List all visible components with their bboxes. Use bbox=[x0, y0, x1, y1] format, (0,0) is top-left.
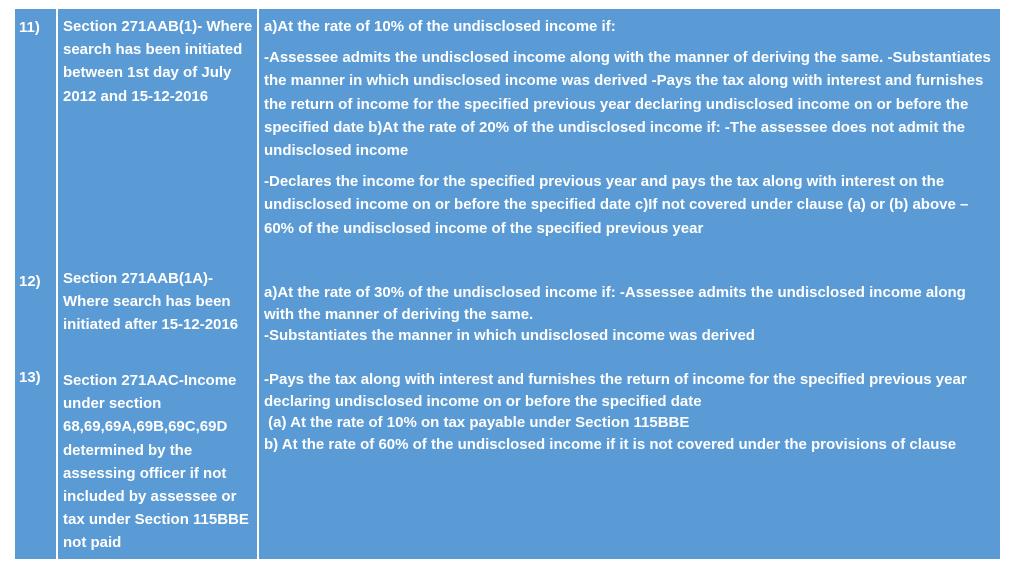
penalty-description bbox=[264, 15, 998, 240]
description-line: -Substantiates the manner in which undisclosed income was derived bbox=[264, 327, 755, 344]
description-line: -Pays the tax along with interest and furnishes the return of income for the specified previous year declaring undisclosed income on or before the specified date bbox=[264, 371, 967, 410]
section-title: Section 271AAC-Income under section 68,69,69A,69B,69C,69D determined by the assessing officer if not included by assessee or tax under Section 115BBE not paid bbox=[63, 372, 249, 552]
penalty-description bbox=[264, 282, 998, 347]
column-divider bbox=[257, 9, 259, 559]
description-line: a)At the rate of 30% of the undisclosed income if: -Assessee admits the undisclosed income along with the manner of deriving the same. bbox=[264, 284, 966, 323]
penalty-description bbox=[264, 369, 998, 455]
description-line: a)At the rate of 10% of the undisclosed income if: bbox=[264, 18, 616, 35]
row-number: 12) bbox=[19, 273, 41, 290]
section-title: Section 271AAB(1)- Where search has been initiated between 1st day of July 2012 and 15-12-2016 bbox=[63, 18, 253, 105]
description-line: -Assessee admits the undisclosed income along with the manner of deriving the same. -Substantiates the manner in which undisclosed income was derived -Pays the tax along with interest and furnishes the return of income for the specified previous year declaring undisclosed income on or before the specified date b)At the rate of 20% of the undisclosed income if: -The assessee does not admit the undisclosed income bbox=[264, 49, 991, 160]
description-line: -Declares the income for the specified previous year and pays the tax along with interest on the undisclosed income on or before the specified date c)If not covered under clause (a) or (b) above –60% of the undisclosed income of the specified previous year bbox=[264, 173, 969, 237]
row-number: 13) bbox=[19, 369, 41, 386]
description-line: b) At the rate of 60% of the undisclosed income if it is not covered under the provisions of clause bbox=[264, 435, 957, 453]
section-title: Section 271AAB(1A)- Where search has been initiated after 15-12-2016 bbox=[63, 270, 239, 334]
penalty-table bbox=[15, 9, 1000, 559]
row-number: 11) bbox=[19, 19, 40, 36]
description-line: (a) At the rate of 10% on tax payable under Section 115BBE bbox=[264, 414, 690, 431]
